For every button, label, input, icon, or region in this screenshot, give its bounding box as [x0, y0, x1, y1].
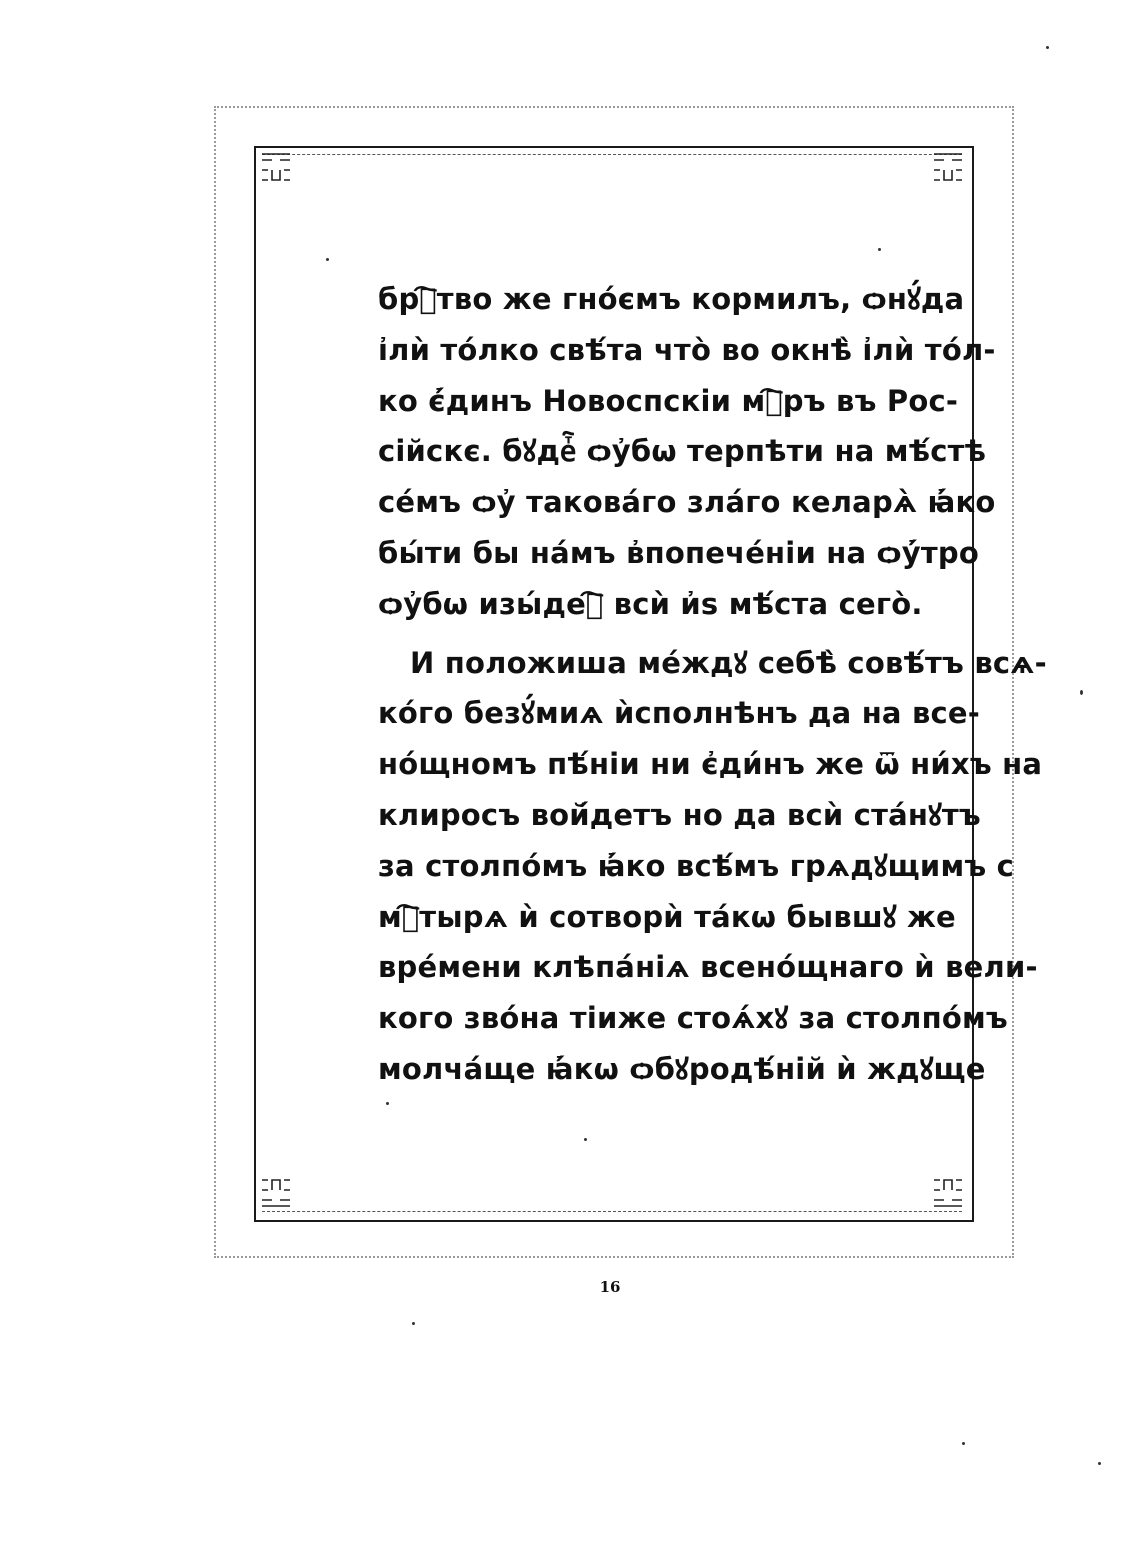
text-line: брⷭ҇тво же гнóємъ кормилъ, ѻнꙋ́да [378, 282, 965, 316]
scan-speck [878, 248, 881, 251]
page-number: 16 [599, 1278, 621, 1296]
scan-speck [412, 1322, 415, 1325]
scan-speck [962, 1442, 965, 1445]
text-line: И положиша мéждꙋ себѣ̀ совѣ́тъ всѧ- [410, 645, 1047, 680]
text-line: ѻу҆бѡ изы́деⷮ҇ всѝ и҆ѕ мѣ́ста сегò. [378, 586, 923, 621]
scan-speck [1046, 46, 1049, 49]
text-line: врéмени клѣпáніѧ всенóщнаго ѝ вели- [378, 950, 1038, 985]
text-line: нóщномъ пѣ́ніи ни є҆ди́нъ же ѿ ни́хъ на [378, 747, 1043, 782]
corner-ornament-bottom-right [930, 1174, 966, 1210]
corner-ornament-bottom-left [258, 1174, 294, 1210]
text-line: кого звóна тіиже стоѧ́хꙋ за столпóмъ [378, 1001, 1008, 1036]
text-line: сéмъ ѻу҆ таковáго злáго келарѧ̀ ꙗ҆́ко [378, 485, 996, 520]
text-line: клиросъ вой́детъ но да всѝ стáнꙋтъ [378, 797, 981, 832]
text-line: сійскє. бꙋдеⷮ҇ ѻу҆бѡ терпѣти на мѣ́стѣ [378, 434, 987, 469]
text-line: молчáще ꙗ҆́кѡ ѻбꙋродѣ́ній ѝ ждꙋще [378, 1051, 986, 1086]
body-text [378, 274, 1047, 1095]
scan-speck [326, 258, 329, 261]
text-line: ко є҆́динъ Новоспскіи мⷮ҇ръ въ Рос- [378, 383, 959, 418]
text-line: бы́ти бы нáмъ в҆попечéніи на ѻу҆́тро [378, 535, 979, 570]
text-line: за столпóмъ ꙗ҆́ко всѣ́мъ грѧдꙋщимъ с [378, 848, 1015, 883]
scan-speck [1080, 690, 1083, 695]
corner-ornament-top-left [258, 150, 294, 186]
text-line: і҆лѝ тóлко свѣ́та чтò во окнѣ̀ і҆лѝ тóл- [378, 332, 996, 367]
scan-speck [584, 1138, 587, 1141]
text-line: мⷮ҇тырѧ ѝ сотворѝ тáкѡ бывшꙋ же [378, 899, 956, 934]
paragraph-gap [378, 630, 872, 638]
corner-ornament-top-right [930, 150, 966, 186]
scan-speck [386, 1102, 389, 1105]
text-line: кóго безꙋ́миѧ ѝсполнѣнъ да на все- [378, 696, 981, 731]
scan-speck [1098, 1462, 1101, 1465]
